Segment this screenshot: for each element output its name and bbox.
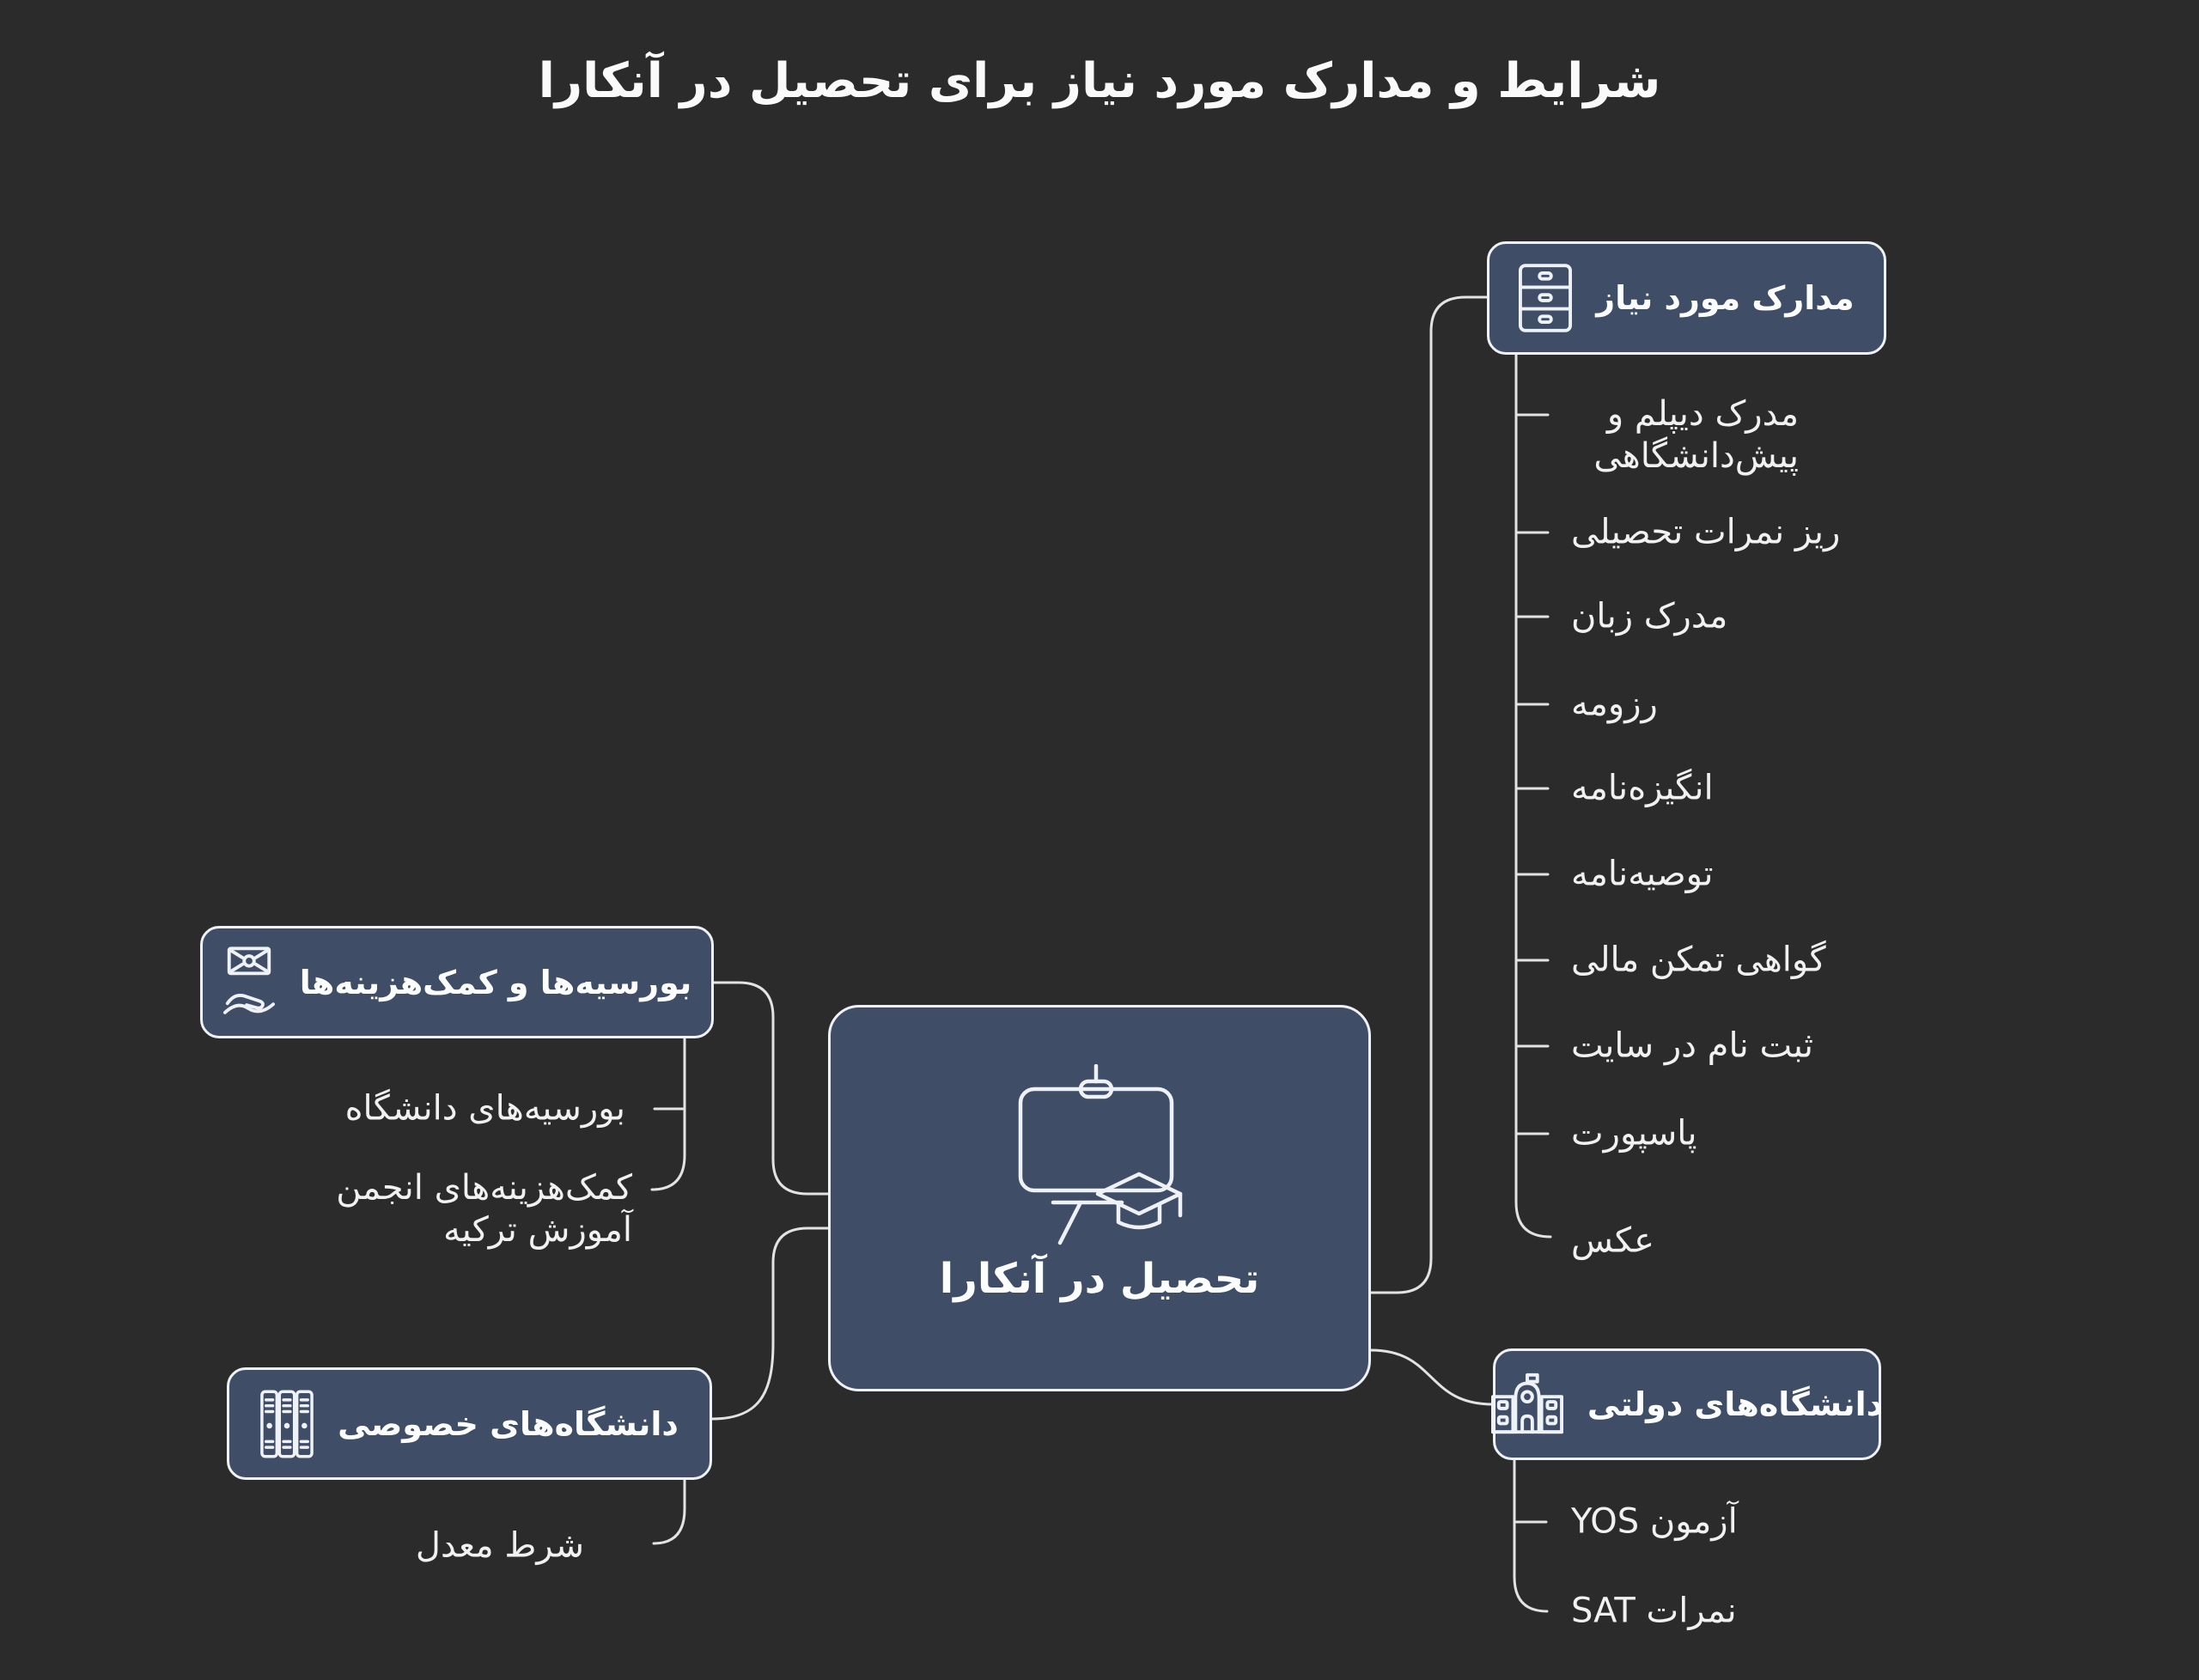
money-hand-icon xyxy=(222,946,276,1020)
scholarships-trunk xyxy=(652,1038,685,1190)
edge-private-central xyxy=(712,1228,828,1419)
mindmap-leaf-public[interactable]: نمرات SAT xyxy=(1571,1591,1737,1631)
branch-label: بورسیه‌ها و کمک‌هزینه‌ها xyxy=(299,963,692,1001)
branch-label: مدارک مورد نیاز xyxy=(1596,279,1855,317)
documents-trunk xyxy=(1516,355,1550,1237)
private-child-elbow xyxy=(654,1480,685,1543)
branch-node-public-universities[interactable] xyxy=(1493,1348,1884,1460)
central-node-label: تحصیل در آنکارا xyxy=(939,1255,1260,1303)
branch-label: دانشگاه‌های خصوصی xyxy=(338,1404,679,1443)
edge-central-documents xyxy=(1371,297,1487,1293)
edge-scholarships-central xyxy=(714,983,828,1194)
public-trunk xyxy=(1514,1460,1547,1611)
page-title: شرایط و مدارک مورد نیاز برای تحصیل در آنکارا xyxy=(538,53,1661,109)
mindmap-leaf-document[interactable]: انگیزه‌نامه xyxy=(1571,768,1714,808)
books-icon xyxy=(260,1390,314,1458)
branch-node-documents[interactable] xyxy=(1487,241,1886,355)
school-building-icon xyxy=(1491,1373,1563,1436)
presentation-graduation-icon xyxy=(1014,1064,1185,1246)
mindmap-leaf-document[interactable]: ثبت نام در سایت xyxy=(1571,1026,1813,1066)
edge-central-public xyxy=(1371,1350,1493,1404)
mindmap-leaf-document[interactable]: رزومه xyxy=(1571,684,1658,724)
mindmap-leaf-document[interactable]: پاسپورت xyxy=(1571,1113,1697,1153)
mindmap-leaf-scholarship[interactable]: کمک‌هزینه‌های انجمن آموزش ترکیه xyxy=(336,1168,632,1250)
branch-node-private-universities[interactable] xyxy=(227,1367,712,1480)
branch-label: دانشگاه‌های دولتی xyxy=(1587,1385,1884,1423)
mindmap-leaf-document[interactable]: مدرک دیپلم و پیش‌دانشگاهی xyxy=(1593,394,1799,476)
mindmap-leaf-private[interactable]: شرط معدل xyxy=(415,1525,584,1566)
mindmap-leaf-document[interactable]: گواهی تمکن مالی xyxy=(1571,940,1826,980)
file-cabinet-icon xyxy=(1519,264,1572,332)
branch-node-scholarships[interactable] xyxy=(200,926,714,1038)
mindmap-leaf-public[interactable]: آزمون YOS xyxy=(1571,1501,1738,1542)
mindmap-leaf-document[interactable]: ریز نمرات تحصیلی xyxy=(1571,512,1841,552)
mindmap-leaf-document[interactable]: توصیه‌نامه xyxy=(1571,854,1714,894)
central-node[interactable] xyxy=(828,1005,1371,1391)
mindmap-leaf-scholarship[interactable]: بورسیه‌های دانشگاه xyxy=(344,1088,625,1129)
mindmap-leaf-document[interactable]: مدرک زبان xyxy=(1571,596,1728,636)
mindmap-leaf-document[interactable]: عکس xyxy=(1571,1220,1654,1261)
